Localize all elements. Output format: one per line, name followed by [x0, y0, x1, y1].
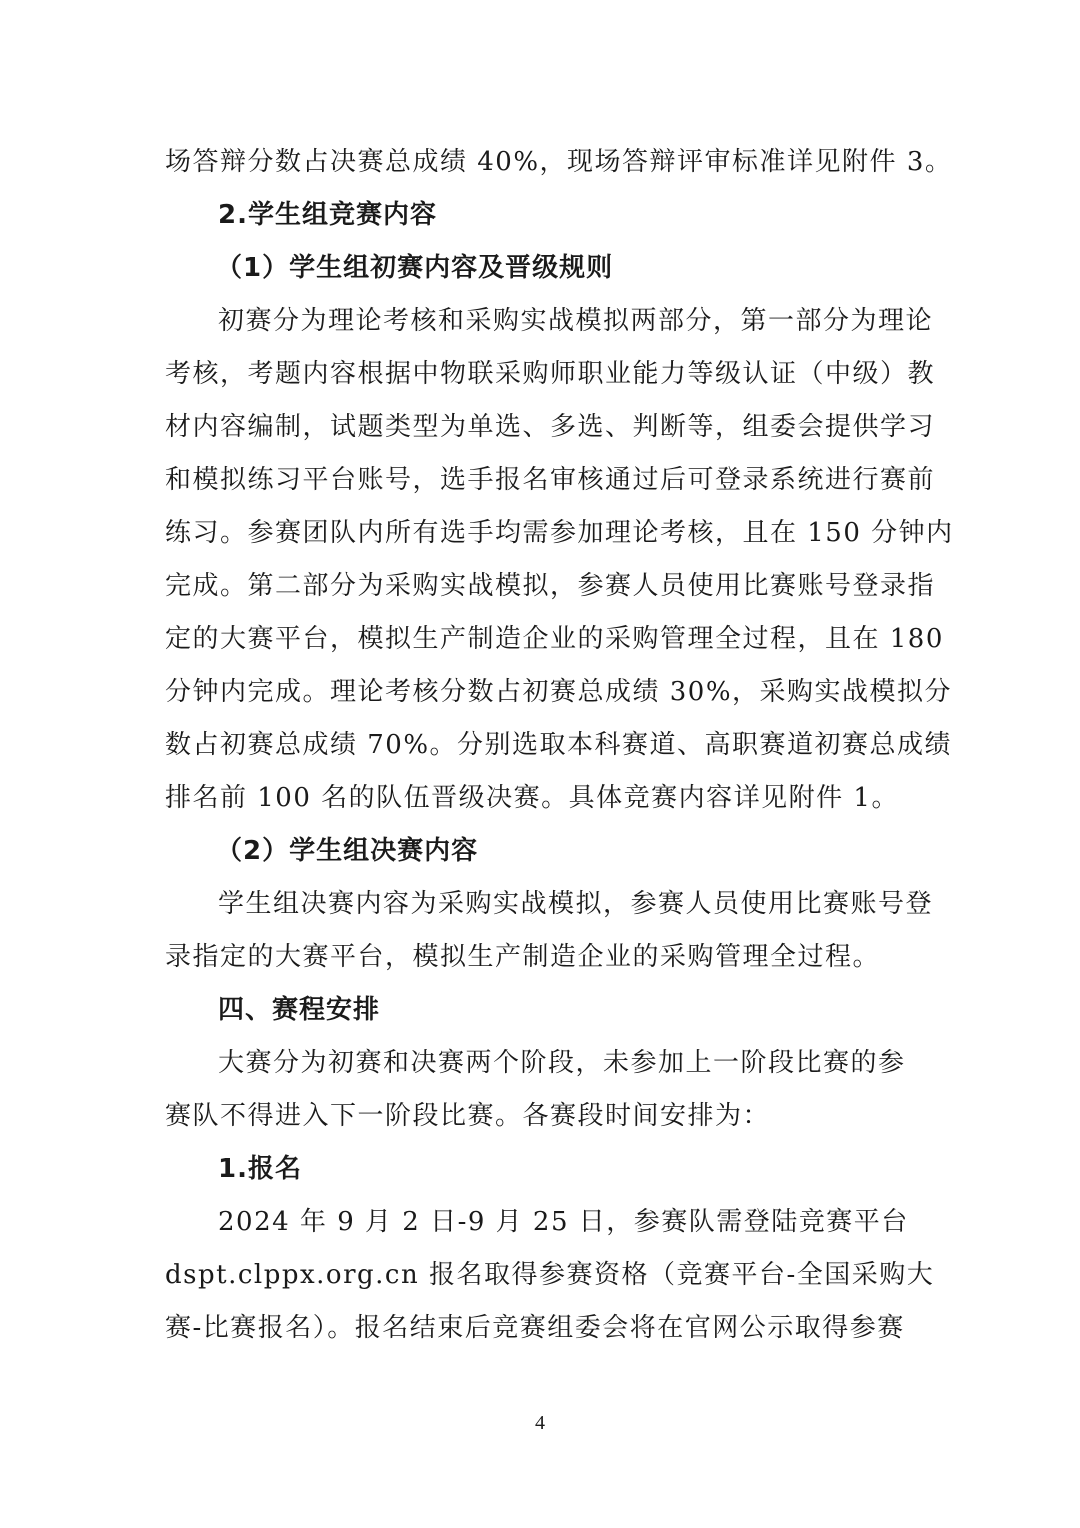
body-text-line: 赛队不得进入下一阶段比赛。各赛段时间安排为： [165, 1101, 771, 1131]
subsection-heading: （1）学生组初赛内容及晋级规则 [216, 253, 614, 283]
body-text-line: 场答辩分数占决赛总成绩 40%，现场答辩评审标准详见附件 3。 [165, 147, 953, 177]
body-text-line: 排名前 100 名的队伍晋级决赛。具体竞赛内容详见附件 1。 [165, 783, 899, 813]
body-text-line: 材内容编制，试题类型为单选、多选、判断等，组委会提供学习 [165, 412, 936, 442]
body-text-line: 大赛分为初赛和决赛两个阶段，未参加上一阶段比赛的参 [218, 1048, 906, 1078]
body-text-line: 和模拟练习平台账号，选手报名审核通过后可登录系统进行赛前 [165, 465, 936, 495]
chapter-heading: 四、赛程安排 [218, 995, 381, 1025]
body-text-line: 分钟内完成。理论考核分数占初赛总成绩 30%，采购实战模拟分 [165, 677, 953, 707]
section-heading: 2.学生组竞赛内容 [218, 200, 437, 230]
body-text-line: 练习。参赛团队内所有选手均需参加理论考核，且在 150 分钟内 [165, 518, 954, 548]
subsection-heading: （2）学生组决赛内容 [216, 836, 479, 866]
body-text-line: 数占初赛总成绩 70%。分别选取本科赛道、高职赛道初赛总成绩 [165, 730, 953, 760]
body-text-line: 学生组决赛内容为采购实战模拟，参赛人员使用比赛账号登 [218, 889, 934, 919]
body-text-line: dspt.clppx.org.cn 报名取得参赛资格（竞赛平台-全国采购大 [165, 1260, 935, 1290]
body-text-line: 2024 年 9 月 2 日-9 月 25 日，参赛队需登陆竞赛平台 [218, 1207, 909, 1237]
body-text-line: 初赛分为理论考核和采购实战模拟两部分，第一部分为理论 [218, 306, 934, 336]
page-number: 4 [535, 1412, 545, 1434]
body-text-line: 考核，考题内容根据中物联采购师职业能力等级认证（中级）教 [165, 359, 936, 389]
body-text-line: 完成。第二部分为采购实战模拟，参赛人员使用比赛账号登录指 [165, 571, 936, 601]
body-text-line: 定的大赛平台，模拟生产制造企业的采购管理全过程，且在 180 [165, 624, 944, 654]
body-text-line: 赛-比赛报名）。报名结束后竞赛组委会将在官网公示取得参赛 [165, 1313, 905, 1343]
body-text-line: 录指定的大赛平台，模拟生产制造企业的采购管理全过程。 [165, 942, 881, 972]
section-heading: 1.报名 [218, 1154, 302, 1184]
